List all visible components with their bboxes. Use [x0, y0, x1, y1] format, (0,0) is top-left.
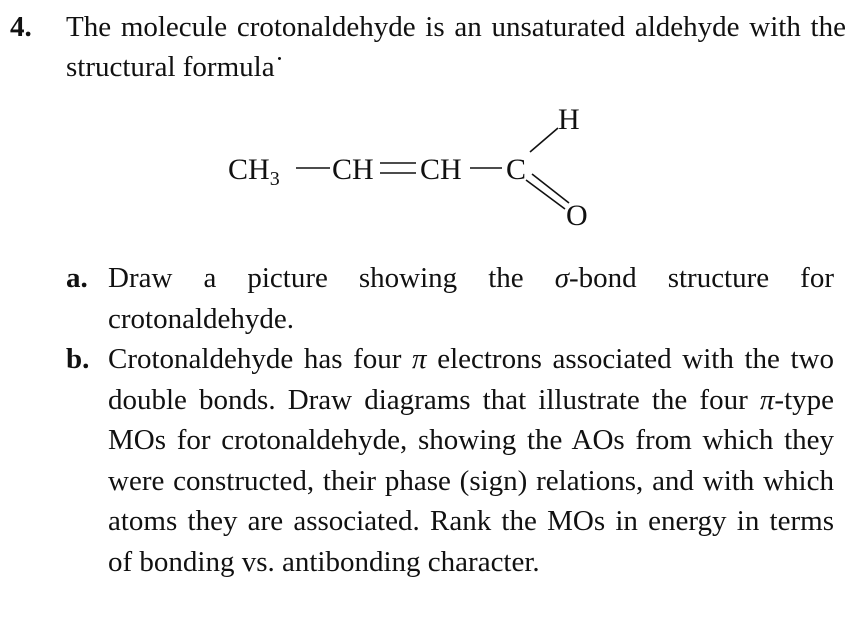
question-parts — [66, 258, 834, 582]
structural-formula-diagram — [220, 100, 640, 240]
part-b-letter: b. — [66, 343, 90, 375]
part-b-text-2: electrons associated with the two double bonds. Draw diagrams that illustrate the four — [108, 343, 834, 416]
sigma-symbol: σ — [554, 262, 569, 294]
c-h-bond — [530, 128, 558, 152]
carbonyl-carbon: C — [506, 153, 527, 186]
part-a-text-after: -bond structure for crotonaldehyde. — [108, 262, 834, 335]
aldehyde-hydrogen: H — [558, 103, 580, 136]
ch-group-2: CH — [420, 153, 462, 186]
ch-group-1: CH — [332, 153, 374, 186]
part-b — [66, 339, 834, 582]
problem-intro: The molecule crotonaldehyde is an unsaturated aldehyde with the structural formula˙ — [66, 11, 846, 83]
ch3-group: $CH_3$ — [228, 153, 280, 190]
structural-formula — [220, 100, 640, 240]
pi-symbol-2: π — [759, 383, 775, 416]
part-a-text-before: Draw a picture showing the — [108, 262, 555, 294]
carbonyl-oxygen: O — [566, 199, 588, 232]
part-b-text-1: Crotonaldehyde has four — [108, 343, 413, 375]
pi-symbol-1: π — [412, 343, 427, 375]
part-b-text-3: -type MOs for crotonaldehyde, showing the AOs from which they were constructed, their phase (sign) relations, and with which atoms they are associated. Rank the MOs in energy in terms of bonding vs. antibonding character. — [108, 383, 834, 578]
part-a — [66, 258, 834, 339]
problem-number: 4. — [10, 11, 32, 43]
part-a-letter: a. — [66, 262, 88, 294]
